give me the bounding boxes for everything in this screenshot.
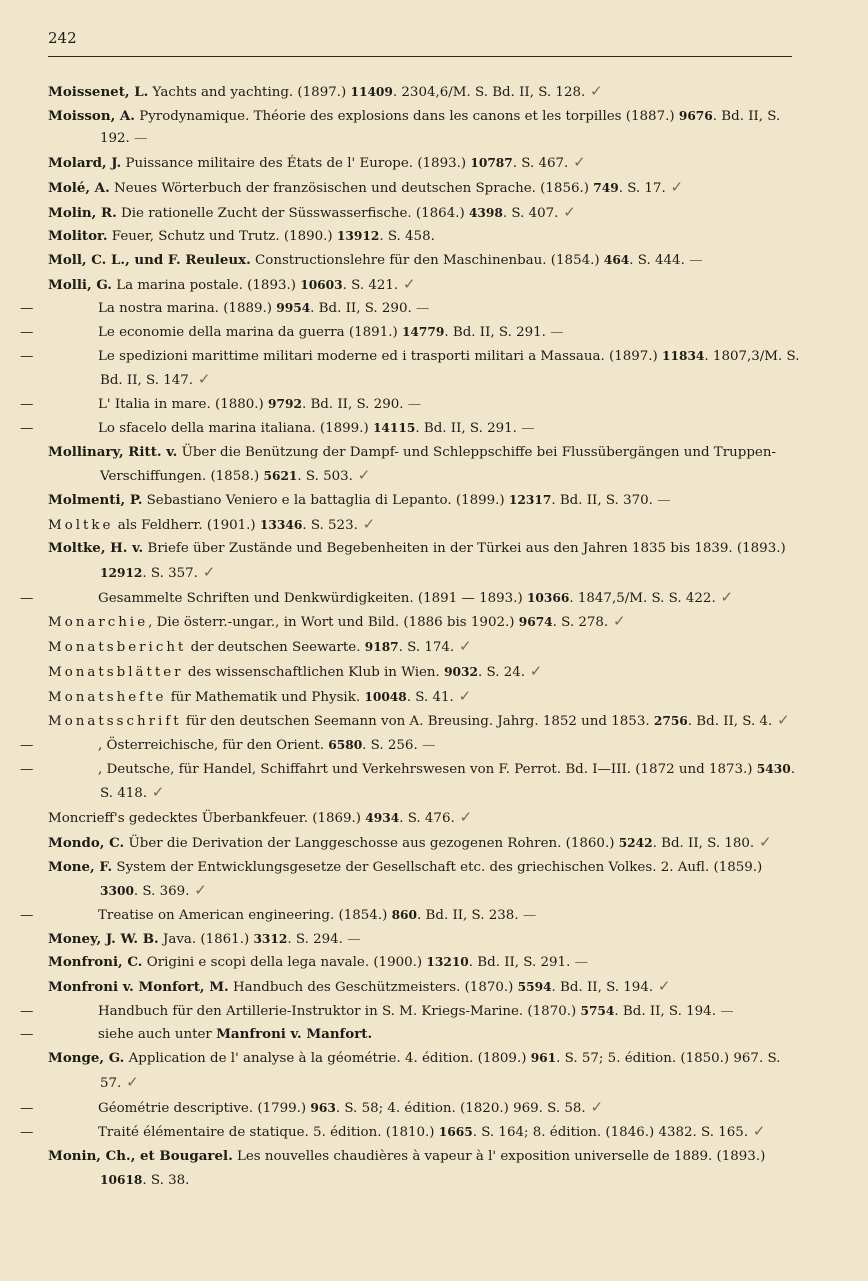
- index-entry: [48, 176, 803, 201]
- checkmark-icon: ✓: [189, 881, 207, 900]
- entry-title: gedecktes Überbankfeuer. (1869.): [124, 811, 366, 827]
- checkmark-icon: ✓: [193, 370, 211, 389]
- entry-title: der deutschen Seewarte.: [186, 640, 365, 656]
- index-entries: [20, 80, 803, 1192]
- entry-catalog-number: 5621: [263, 469, 298, 484]
- entry-catalog-number: 5754: [580, 1003, 615, 1018]
- entry-catalog-number: 10603: [300, 277, 343, 292]
- entry-title: Sebastiano Veniero e la battaglia di Lepanto. (1899.): [142, 492, 509, 508]
- entry-title: Treatise on American engineering. (1854.): [98, 907, 392, 923]
- entry-location: . Bd. II, S. 290.: [310, 301, 412, 317]
- entry-catalog-number: 963: [310, 1100, 336, 1115]
- entry-keyword: Monatsbericht: [48, 640, 187, 656]
- checkmark-icon: ✓: [352, 466, 371, 485]
- dash-mark-icon: —: [545, 325, 564, 341]
- entry-location: . S. 357.: [142, 566, 198, 582]
- entry-location: . Bd. II, S. 290.: [301, 397, 404, 413]
- dash-mark-icon: —: [411, 301, 430, 317]
- entry-keyword: Monatshefte: [48, 689, 167, 705]
- entry-title: Über die Derivation der Langgeschosse aus gezogenen Rohren. (1860.): [124, 835, 619, 851]
- entry-catalog-number: 9676: [678, 108, 713, 123]
- entry-location: . Bd. II, S. 238.: [417, 907, 519, 923]
- entry-location: . S. 418.: [100, 761, 795, 802]
- entry-title: als Feldherr. (1901.): [113, 517, 260, 533]
- entry-author: Moncrieff's: [48, 811, 125, 827]
- entry-catalog-number: 12912: [100, 566, 143, 581]
- ditto-dash: —: [20, 1100, 34, 1116]
- entry-title: Gesammelte Schriften und Denkwürdigkeiten. (1891 — 1893.): [98, 590, 527, 606]
- ditto-dash: —: [20, 420, 34, 436]
- entry-catalog-number: 4934: [365, 811, 400, 826]
- entry-location: . S. 24.: [478, 664, 526, 680]
- checkmark-icon: ✓: [772, 711, 790, 730]
- page-number: 242: [48, 29, 77, 47]
- checkmark-icon: ✓: [665, 177, 684, 196]
- entry-author: Moltke, H. v.: [48, 540, 144, 557]
- entry-catalog-number: 1665: [438, 1125, 473, 1140]
- entry-catalog-number: 12317: [508, 492, 552, 507]
- entry-location: . S. 476.: [399, 811, 455, 827]
- entry-keyword: Monatsschrift: [48, 714, 182, 730]
- entry-catalog-number: 5594: [517, 980, 552, 995]
- index-entry: [48, 249, 803, 273]
- entry-catalog-number: 13346: [259, 517, 303, 532]
- entry-author: Monfroni, C.: [48, 954, 143, 971]
- entry-keyword: Monatsblätter: [48, 664, 184, 680]
- entry-catalog-number: 6580: [328, 737, 363, 752]
- entry-location: . Bd. II, S. 291.: [468, 955, 571, 971]
- entry-location: . Bd. II, S. 194.: [614, 1003, 716, 1019]
- index-entry: [48, 856, 803, 904]
- entry-catalog-number: 13912: [336, 229, 380, 244]
- checkmark-icon: ✓: [453, 686, 472, 705]
- ditto-dash: —: [20, 737, 34, 753]
- entry-title: des wissenschaftlichen Klub in Wien.: [183, 664, 445, 680]
- entry-title: La nostra marina. (1889.): [98, 301, 277, 317]
- entry-catalog-number: 3300: [100, 884, 134, 899]
- entry-location: . Bd. II, S. 194.: [551, 980, 654, 996]
- index-entry: [48, 225, 803, 249]
- entry-catalog-number: 860: [391, 907, 418, 922]
- ditto-dash: —: [20, 348, 34, 364]
- entry-title: La marina postale. (1893.): [111, 277, 301, 293]
- entry-catalog-number: 464: [603, 252, 630, 267]
- dash-mark-icon: —: [570, 955, 588, 971]
- dash-mark-icon: —: [417, 737, 436, 753]
- entry-catalog-number: 749: [593, 180, 619, 195]
- index-entry: [48, 105, 803, 151]
- entry-location: . Bd. II, S. 291.: [415, 420, 517, 436]
- checkmark-icon: ✓: [454, 637, 472, 656]
- entry-author: Molli, G.: [48, 276, 112, 293]
- ditto-dash: —: [20, 907, 34, 923]
- index-subentry: [20, 904, 803, 928]
- entry-location: . 1847,5/M. S. S. 422.: [569, 590, 716, 606]
- entry-title: Géométrie descriptive. (1799.): [98, 1100, 311, 1116]
- entry-title: Puissance militaire des États de l' Europe. (1893.): [121, 156, 471, 172]
- index-entry: [48, 80, 803, 105]
- entry-catalog-number: 10048: [364, 689, 407, 704]
- index-entry: [48, 831, 803, 856]
- index-subentry: [20, 297, 803, 321]
- index-subentry: [20, 345, 803, 393]
- entry-catalog-number: 10618: [100, 1172, 143, 1187]
- entry-catalog-number: 4398: [468, 205, 503, 220]
- entry-title: , Deutsche, für Handel, Schiffahrt und Verkehrswesen von F. Perrot. Bd. I—III. (1872 und 1873.): [98, 761, 757, 777]
- entry-author: Molé, A.: [48, 179, 110, 196]
- entry-catalog-number: 13210: [426, 955, 469, 970]
- entry-location: . Bd. II, S. 180.: [652, 835, 755, 851]
- entry-location: . S. 38.: [142, 1172, 190, 1188]
- ditto-dash: —: [20, 1027, 34, 1043]
- index-entry: [48, 660, 803, 685]
- ditto-dash: —: [20, 397, 34, 413]
- ditto-dash: —: [20, 590, 34, 606]
- entry-location: . S. 174.: [398, 640, 455, 656]
- entry-location: . Bd. II, S. 4.: [687, 714, 773, 730]
- entry-location: . 1807,3/M. S. Bd. II, S. 147.: [100, 348, 800, 389]
- entry-catalog-number: 9674: [518, 615, 553, 630]
- entry-location: . S. 458.: [379, 229, 435, 245]
- ditto-dash: —: [20, 761, 34, 777]
- entry-author: Monin, Ch., et Bougarel.: [48, 1147, 233, 1164]
- entry-location: . S. 294.: [287, 931, 343, 947]
- index-entry: [48, 201, 803, 226]
- entry-title: Origini e scopi della lega navale. (1900.): [142, 955, 427, 971]
- dash-mark-icon: —: [715, 1003, 734, 1019]
- entry-keyword: Moltke: [48, 517, 114, 533]
- checkmark-icon: ✓: [197, 563, 216, 582]
- index-entry: [48, 635, 803, 660]
- ditto-dash: —: [20, 325, 34, 341]
- entry-title: Handbuch des Geschützmeisters. (1870.): [228, 980, 518, 996]
- entry-location: . S. 58; 4. édition. (1820.) 969. S. 58.: [335, 1100, 586, 1116]
- ditto-dash: —: [20, 301, 34, 317]
- checkmark-icon: ✓: [558, 202, 576, 221]
- dash-mark-icon: —: [518, 907, 537, 923]
- entry-title: für Mathematik und Physik.: [166, 689, 365, 705]
- entry-location: . S. 407.: [502, 205, 559, 221]
- entry-title: Traité élémentaire de statique. 5. édition. (1810.): [98, 1125, 439, 1141]
- index-subentry: [20, 417, 803, 441]
- entry-title: Constructionslehre für den Maschinenbau. (1854.): [250, 252, 604, 268]
- entry-location: . S. 278.: [552, 615, 609, 631]
- entry-location: . 2304,6/M. S. Bd. II, S. 128.: [392, 85, 586, 100]
- dash-mark-icon: —: [652, 492, 671, 508]
- entry-author: Monfroni v. Monfort, M.: [48, 979, 229, 996]
- entry-location: . S. 57; 5. édition. (1850.) 967. S. 57.: [100, 1051, 781, 1091]
- entry-catalog-number: 11834: [662, 348, 705, 363]
- entry-keyword: Monarchie: [48, 615, 149, 631]
- entry-title: Le spedizioni marittime militari moderne ed i trasporti militari a Massaua. (1897.): [98, 348, 663, 364]
- index-entry: [48, 928, 803, 952]
- entry-title: siehe auch unter: [98, 1027, 217, 1043]
- entry-title: Le economie della marina da guerra (1891.): [98, 325, 402, 341]
- entry-title: Application de l' analyse à la géométrie. 4. édition. (1809.): [124, 1051, 531, 1067]
- entry-catalog-number: 9187: [364, 640, 399, 655]
- entry-title: Pyrodynamique. Théorie des explosions dans les canons et les torpilles (1887.): [134, 108, 679, 124]
- index-entry: [48, 513, 803, 538]
- entry-location: . S. 523.: [302, 517, 358, 533]
- entry-author: Mondo, C.: [48, 834, 125, 851]
- index-entry: [48, 489, 803, 513]
- entry-title: Die rationelle Zucht der Süsswasserfische. (1864.): [116, 205, 469, 221]
- entry-title: Über die Benützung der Dampf- und Schleppschiffe bei Flussübergängen und Truppen-Verschiffungen. (1858.): [100, 444, 776, 485]
- index-subentry: [20, 393, 803, 417]
- index-subentry: [20, 734, 803, 758]
- entry-catalog-number: 5242: [618, 835, 653, 850]
- entry-catalog-number: 11409: [350, 85, 393, 99]
- index-entry: [48, 685, 803, 710]
- entry-location: . S. 256.: [362, 737, 418, 753]
- entry-location: . S. 467.: [512, 156, 569, 172]
- dash-mark-icon: —: [516, 420, 535, 436]
- entry-catalog-number: 14115: [372, 420, 416, 435]
- index-entry: [48, 975, 803, 1000]
- entry-title: , Österreichische, für den Orient.: [98, 737, 329, 753]
- entry-title: Feuer, Schutz und Trutz. (1890.): [107, 229, 337, 245]
- checkmark-icon: ✓: [585, 82, 603, 100]
- index-subentry: [20, 1120, 803, 1145]
- entry-catalog-number: 10366: [526, 590, 570, 605]
- index-subentry: [20, 1023, 803, 1047]
- entry-crossref: Manfroni v. Manfort.: [216, 1026, 373, 1043]
- checkmark-icon: ✓: [568, 153, 586, 172]
- entry-catalog-number: 961: [530, 1051, 557, 1066]
- entry-title: System der Entwicklungsgesetze der Gesellschaft etc. des griechischen Volkes. 2. Aufl. (1859.): [112, 859, 763, 875]
- dash-mark-icon: —: [342, 931, 361, 947]
- entry-author: Molin, R.: [48, 204, 117, 221]
- entry-author: Molmenti, P.: [48, 491, 143, 508]
- entry-catalog-number: 14779: [401, 325, 445, 340]
- entry-title: Java. (1861.): [158, 931, 254, 947]
- entry-location: . S. 444.: [629, 252, 685, 268]
- entry-location: . Bd. II, S. 192.: [100, 108, 781, 147]
- checkmark-icon: ✓: [748, 1122, 766, 1141]
- index-subentry: [20, 321, 803, 345]
- entry-title: für den deutschen Seemann von A. Breusing. Jahrg. 1852 und 1853.: [181, 714, 654, 730]
- entry-author: Mollinary, Ritt. v.: [48, 443, 178, 460]
- checkmark-icon: ✓: [121, 1072, 139, 1091]
- checkmark-icon: ✓: [398, 274, 416, 293]
- checkmark-icon: ✓: [525, 661, 543, 680]
- index-entry: [48, 1047, 803, 1095]
- index-entry: [48, 151, 803, 176]
- checkmark-icon: ✓: [653, 977, 671, 996]
- entry-location: . S. 164; 8. édition. (1846.) 4382. S. 165.: [472, 1125, 749, 1141]
- checkmark-icon: ✓: [585, 1097, 604, 1116]
- entry-catalog-number: 9032: [444, 664, 478, 679]
- entry-title: Handbuch für den Artillerie-Instruktor in S. M. Kriegs-Marine. (1870.): [98, 1003, 581, 1019]
- entry-catalog-number: 9792: [268, 397, 302, 412]
- entry-title: L' Italia in mare. (1880.): [98, 397, 269, 413]
- index-entry: [48, 610, 803, 635]
- entry-catalog-number: 10787: [470, 156, 513, 171]
- checkmark-icon: ✓: [357, 514, 376, 533]
- checkmark-icon: ✓: [715, 587, 734, 606]
- entry-catalog-number: 3312: [253, 931, 288, 946]
- entry-location: . S. 421.: [342, 277, 399, 293]
- index-entry: [48, 951, 803, 975]
- index-entry: [48, 441, 803, 489]
- entry-title: Yachts and yachting. (1897.): [148, 85, 351, 100]
- index-entry: [48, 273, 803, 298]
- index-subentry: [20, 758, 803, 806]
- checkmark-icon: ✓: [147, 783, 165, 802]
- entry-title: , Die österr.-ungar., in Wort und Bild. (1886 bis 1902.): [148, 615, 519, 631]
- dash-mark-icon: —: [403, 397, 422, 413]
- entry-author: Moll, C. L., und F. Reuleux.: [48, 251, 251, 268]
- entry-author: Money, J. W. B.: [48, 930, 159, 947]
- checkmark-icon: ✓: [754, 832, 772, 851]
- entry-author: Monge, G.: [48, 1050, 125, 1067]
- index-entry: [48, 806, 803, 831]
- entry-author: Molitor.: [48, 228, 108, 245]
- entry-author: Moisson, A.: [48, 107, 135, 124]
- header-rule: [48, 56, 792, 57]
- index-subentry: [20, 1096, 803, 1121]
- entry-location: . S. 41.: [406, 689, 454, 705]
- ditto-dash: —: [20, 1003, 34, 1019]
- checkmark-icon: ✓: [608, 612, 626, 631]
- entry-location: . S. 503.: [297, 469, 353, 485]
- index-entry: [48, 709, 803, 734]
- index-entry: [48, 537, 803, 585]
- entry-location: . Bd. II, S. 291.: [444, 325, 546, 341]
- entry-catalog-number: 2756: [653, 714, 688, 729]
- index-subentry: [20, 1000, 803, 1024]
- entry-location: . Bd. II, S. 370.: [551, 492, 653, 508]
- entry-location: . S. 17.: [618, 180, 666, 196]
- entry-author: Mone, F.: [48, 858, 113, 875]
- ditto-dash: —: [20, 1125, 34, 1141]
- entry-author: Molard, J.: [48, 155, 122, 172]
- index-entry: [48, 1145, 803, 1192]
- dash-mark-icon: —: [684, 252, 703, 268]
- entry-title: Neues Wörterbuch der französischen und deutschen Sprache. (1856.): [109, 180, 594, 196]
- entry-title: Briefe über Zustände und Begebenheiten in der Türkei aus den Jahren 1835 bis 1839. (1893.): [143, 541, 786, 557]
- entry-author: Moissenet, L.: [48, 84, 149, 100]
- checkmark-icon: ✓: [454, 808, 473, 827]
- entry-title: Lo sfacelo della marina italiana. (1899.): [98, 420, 373, 436]
- entry-catalog-number: 5430: [756, 761, 791, 776]
- entry-catalog-number: 9954: [276, 301, 311, 316]
- index-subentry: [20, 586, 803, 611]
- entry-title: Les nouvelles chaudières à vapeur à l' exposition universelle de 1889. (1893.): [232, 1148, 766, 1164]
- dash-mark-icon: —: [129, 131, 148, 147]
- entry-location: . S. 369.: [133, 884, 190, 900]
